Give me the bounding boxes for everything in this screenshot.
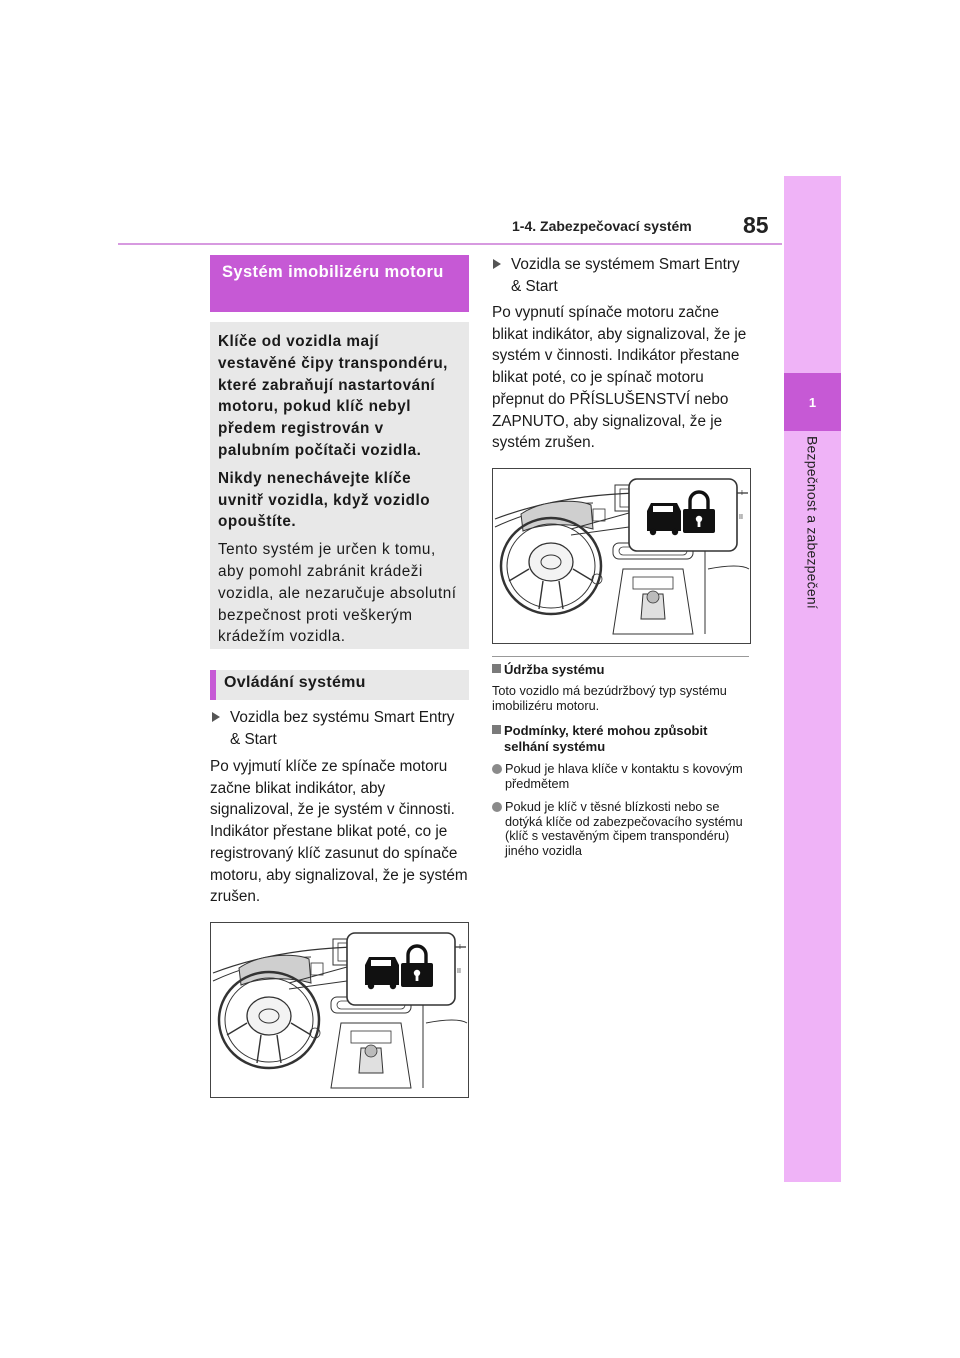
triangle-bullet-icon (212, 712, 220, 722)
chapter-title-tab (784, 436, 841, 646)
immobilizer-indicator-illustration (211, 923, 468, 1097)
immobilizer-indicator-illustration (493, 469, 750, 643)
dashboard-illustration-1 (210, 922, 469, 1098)
body-paragraph: Po vyjmutí klíče ze spínače motoru začne blikat indikátor, aby signalizoval, že je systém v činnosti. Indikátor přestane blikat poté, co je registrovaný klíč zasunut do spínače motoru, aby signalizoval, že je systém zrušen. (210, 758, 468, 906)
note-text: Toto vozidlo má bezúdržbový typ systému imobilizéru motoru. (492, 684, 727, 713)
triangle-bullet-icon (493, 259, 501, 269)
chapter-title: Bezpečnost a zabezpečení (804, 436, 821, 609)
bullet-item-with-smart-entry (493, 254, 749, 298)
chapter-number: 1 (808, 394, 817, 410)
bullet-label: Vozidla bez systému Smart Entry & Start (230, 709, 455, 748)
chapter-side-tab (784, 176, 841, 1182)
bullet-item-without-smart-entry (212, 707, 468, 751)
note-heading-maintenance (492, 662, 750, 678)
circle-bullet-icon (492, 764, 502, 774)
info-para-3: Tento systém je určen k tomu, aby pomohl zabránit krádeži vozidla, ale nezaručuje absolutní bezpečnost proti veškerým krádežím vozidla. (218, 541, 457, 646)
note-bullet-text: Pokud je hlava klíče v kontaktu s kovovým předmětem (505, 762, 743, 791)
section-heading-text: Systém imobilizéru motoru (222, 263, 444, 281)
section-heading-immobilizer (210, 255, 469, 312)
info-para-1: Klíče od vozidla mají vestavěné čipy transpondéru, které zabraňují nastartování motoru, pokud klíč nebyl předem registrován v palubním počítači vozidla. (218, 333, 448, 459)
section-heading-operation (210, 670, 469, 700)
square-bullet-icon (492, 725, 501, 734)
info-box (210, 322, 469, 649)
chapter-number-tab (784, 373, 841, 431)
section-heading-text: Ovládání systému (224, 674, 366, 691)
body-paragraph: Po vypnutí spínače motoru začne blikat indikátor, aby signalizoval, že je systém v činnosti. Indikátor přestane blikat poté, co je spínač motoru přepnut do PŘÍSLUŠENSTVÍ nebo ZAPNUTO, aby signalizoval, že je systém zrušen. (492, 304, 747, 452)
section-header: 1-4. Zabezpečovací systém (512, 218, 692, 234)
header-rule (118, 243, 782, 245)
dashboard-illustration-2 (492, 468, 751, 644)
page-number: 85 (743, 212, 769, 238)
info-para-2: Nikdy nenechávejte klíče uvnitř vozidla, když vozidlo opouštíte. (218, 469, 431, 531)
note-bullet-item (492, 762, 750, 791)
note-bullet-item (492, 800, 750, 858)
circle-bullet-icon (492, 802, 502, 812)
note-heading-text: Podmínky, které mohou způsobit selhání systému (504, 723, 708, 754)
note-heading-text: Údržba systému (504, 662, 605, 677)
note-bullet-text: Pokud je klíč v těsné blízkosti nebo se dotýká klíče od zabezpečovacího systému (klíč s vestavěným čipem transpondéru) jiného vozidla (505, 800, 743, 858)
notes-divider (492, 656, 749, 657)
note-heading-conditions (492, 723, 750, 754)
bullet-label: Vozidla se systémem Smart Entry & Start (511, 256, 740, 295)
square-bullet-icon (492, 664, 501, 673)
